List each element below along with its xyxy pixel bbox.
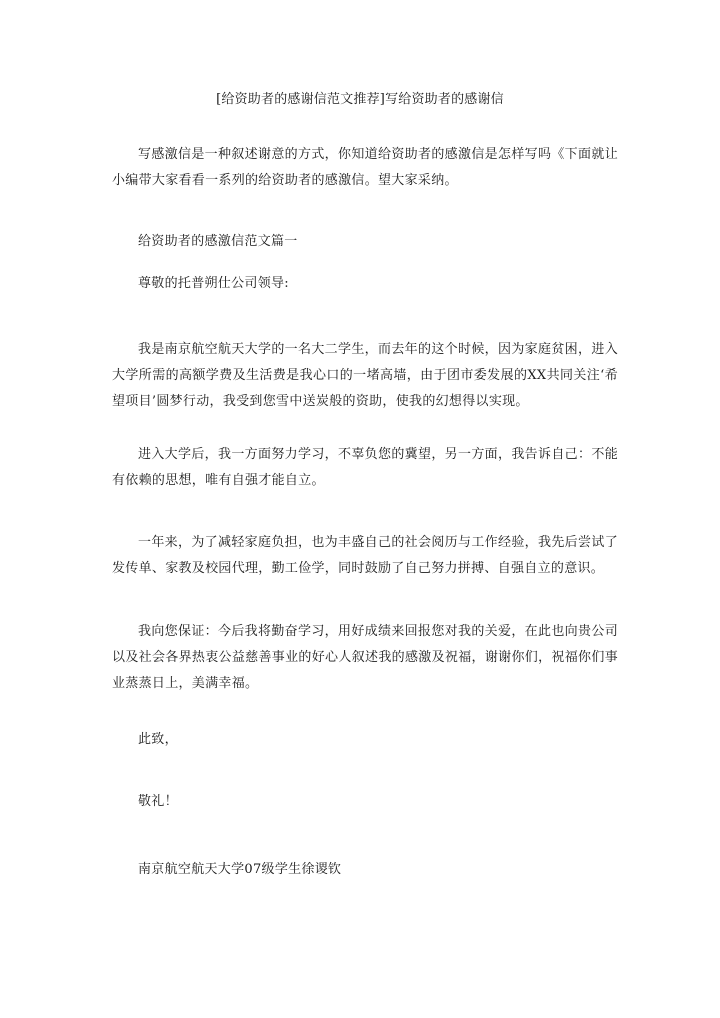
body-paragraph-2: 进入大学后，我一方面努力学习，不辜负您的冀望，另一方面，我告诉自己：不能有依赖的思想，唯有自强才能自立。: [112, 447, 618, 488]
closing-salute: 敬礼！: [138, 794, 178, 809]
intro-paragraph: 写感激信是一种叙述谢意的方式，你知道给资助者的感激信是怎样写吗《下面就让小编带大家看看一系列的给资助者的感激信。望大家采纳。: [112, 147, 618, 188]
body-paragraph-4: 我向您保证：今后我将勤奋学习，用好成绩来回报您对我的关爱，在此也向贵公司以及社会各界热衷公益慈善事业的好心人叙述我的感激及祝福，谢谢你们，祝福你们事业蒸蒸日上，美满幸福。: [112, 624, 618, 691]
document-title: [给资助者的感谢信范文推荐]写给资助者的感谢信: [216, 92, 504, 107]
signature: 南京航空航天大学07级学生徐谡钦: [138, 862, 342, 877]
body-paragraph-3: 一年来，为了减轻家庭负担，也为丰盛自己的社会阅历与工作经验，我先后尝试了发传单、家教及校园代理，勤工俭学，同时鼓励了自己努力拼搏、自强自立的意识。: [112, 535, 618, 576]
section-heading: 给资助者的感激信范文篇一: [138, 234, 298, 249]
salutation: 尊敬的托普朔仕公司领导:: [138, 276, 289, 291]
closing-regards: 此致，: [138, 732, 178, 747]
body-paragraph-1: 我是南京航空航天大学的一名大二学生，而去年的这个时候，因为家庭贫困，进入大学所需的高额学费及生活费是我心口的一堵高墙，由于团市委发展的XX共同关注‘希望项目’圆梦行动，我受到您雪中送炭般的资助，使我的幻想得以实现。: [112, 342, 618, 409]
